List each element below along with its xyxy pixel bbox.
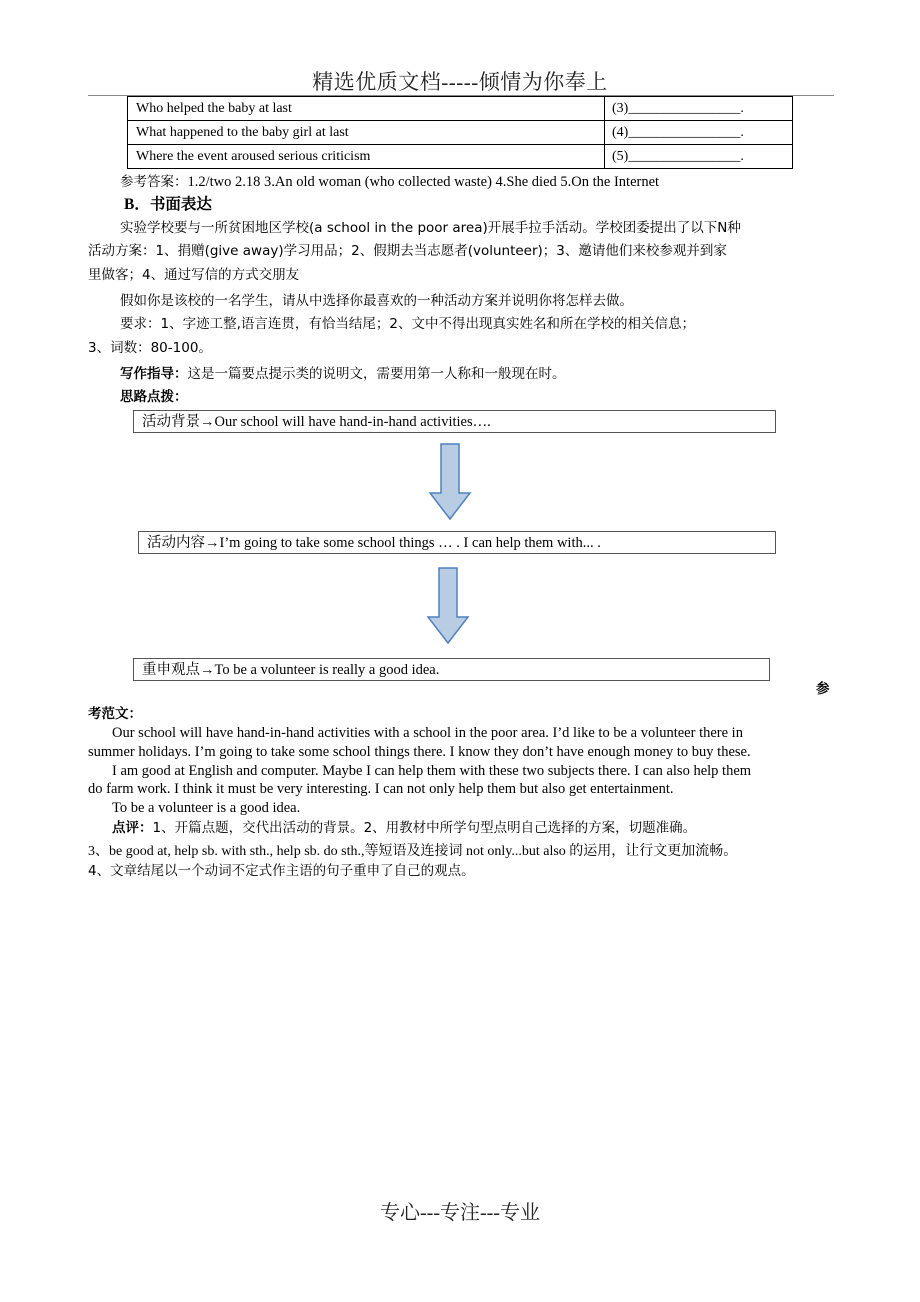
flow-step-background: 活动背景→Our school will have hand-in-hand activities….: [133, 410, 776, 433]
comment-line-2: 3、be good at, help sb. with sth., help sb. do sth.,等短语及连接词 not only...but also 的运用，让行文更加流畅。: [88, 844, 738, 859]
table-row: [128, 97, 793, 121]
answers-label: 参考答案：: [120, 174, 188, 190]
sample-label-part2: 考范文：: [88, 706, 142, 722]
down-arrow-icon: [426, 567, 470, 645]
answers-text: 1.2/two 2.18 3.An old woman (who collected waste) 4.She died 5.On the Internet: [187, 174, 660, 190]
down-arrow-shape: [428, 568, 468, 643]
answer-blank: (3)________________.: [605, 97, 793, 121]
table-row: [128, 121, 793, 145]
reference-answers: [120, 171, 659, 194]
comment-label: 点评：: [112, 820, 153, 836]
question-cell: What happened to the baby girl at last: [128, 121, 605, 145]
requirements-line-2: 3、词数：80-100。: [88, 340, 212, 356]
intro-line-1: 实验学校要与一所贫困地区学校(a school in the poor area)开展手拉手活动。学校团委提出了以下N种: [120, 220, 741, 236]
down-arrow-icon: [428, 443, 472, 521]
page-footer: 专心---专注---专业: [380, 1202, 540, 1224]
sample-p2-line2: do farm work. I think it must be very interesting. I can not only help them but also get entertainment.: [88, 781, 674, 797]
down-arrow-shape: [430, 444, 470, 519]
sample-label-part1: 参: [816, 681, 830, 697]
answer-blank: (4)________________.: [605, 121, 793, 145]
answer-blank: (5)________________.: [605, 145, 793, 169]
flow-step-content: 活动内容→I’m going to take some school things … . I can help them with... .: [138, 531, 776, 554]
sample-p2-line1: I am good at English and computer. Maybe I can help them with these two subjects there. I can also help them: [112, 763, 752, 779]
page-header: 精选优质文档-----倾情为你奉上: [312, 70, 608, 94]
comment-text-1: 1、开篇点题，交代出活动的背景。2、用教材中所学句型点明自己选择的方案，切题准确。: [152, 820, 697, 836]
sample-p1-line2: summer holidays. I’m going to take some school things there. I know they don’t have enough money to buy these.: [88, 744, 751, 760]
requirements-line-1: 要求：1、字迹工整,语言连贯，有恰当结尾；2、文中不得出现真实姓名和所在学校的相关信息；: [120, 316, 695, 332]
guide-label: 写作指导：: [120, 366, 188, 382]
sample-p3: To be a volunteer is a good idea.: [112, 800, 301, 816]
question-answer-table: [127, 96, 793, 169]
sample-p1-line1: Our school will have hand-in-hand activities with a school in the poor area. I’d like to be a volunteer there in: [112, 725, 743, 741]
outline-label: 思路点拨：: [120, 389, 188, 405]
comment-line-3: 4、文章结尾以一个动词不定式作主语的句子重申了自己的观点。: [88, 863, 475, 879]
comment-line-1: [112, 817, 696, 840]
section-b-heading: B．书面表达: [124, 196, 212, 213]
intro-line-3: 里做客；4、通过写信的方式交朋友: [88, 267, 300, 283]
table-row: [128, 145, 793, 169]
question-cell: Who helped the baby at last: [128, 97, 605, 121]
intro-line-2: 活动方案：1、捐赠(give away)学习用品；2、假期去当志愿者(volunteer)；3、邀请他们来校参观并到家: [88, 243, 727, 259]
writing-guide: [120, 363, 566, 386]
task-text: 假如你是该校的一名学生，请从中选择你最喜欢的一种活动方案并说明你将怎样去做。: [120, 293, 633, 309]
flow-step-restate: 重申观点→To be a volunteer is really a good idea.: [133, 658, 770, 681]
question-cell: Where the event aroused serious criticism: [128, 145, 605, 169]
guide-text: 这是一篇要点提示类的说明文，需要用第一人称和一般现在时。: [187, 366, 566, 382]
